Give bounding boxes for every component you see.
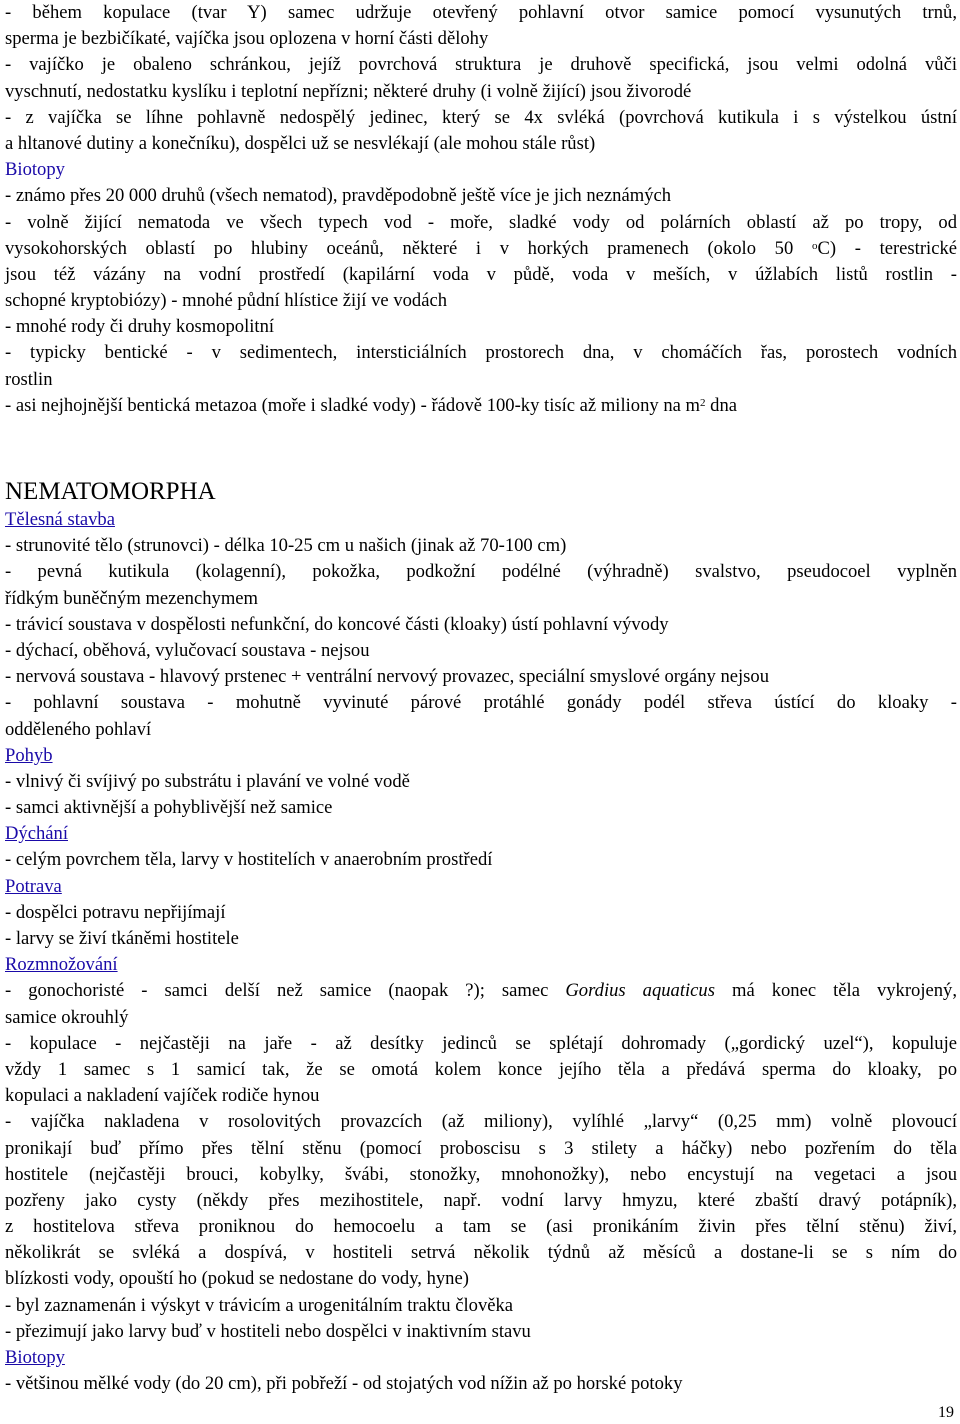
text-line: - strunovité tělo (strunovci) - délka 10-25 cm u našich (jinak až 70-100 cm) — [5, 535, 567, 557]
text-segment: - gonochoristé - samci delší než samice (naopak ?); samec — [5, 980, 566, 1002]
text-segment: vysokohorských oblastí po hlubiny oceánů, některé i v horkých pramenech (okolo 50 — [5, 237, 812, 259]
text-line: - trávicí soustava v dospělosti nefunkční, do koncové části (kloaky) ústí pohlavní vývody — [5, 613, 669, 635]
species-name: Gordius aquaticus — [565, 980, 715, 1002]
section-heading-stavba: Tělesná stavba — [5, 509, 115, 530]
text-line: - dospělci potravu nepřijímají — [5, 901, 226, 923]
text-line: kopulaci a nakladení vajíček rodiče hynou — [5, 1085, 320, 1107]
section-heading-potrava: Potrava — [5, 875, 62, 897]
text-line: - z vajíčka se líhne pohlavně nedospělý jedinec, který se 4x svléká (povrchová kutikula i s výstelkou ústní — [5, 106, 957, 128]
text-line: - vlnivý či svíjivý po substrátu i plavání ve volné vodě — [5, 770, 410, 792]
text-line: řídkým buněčným mezenchymem — [5, 587, 259, 609]
section-heading-rozmnozovani: Rozmnožování — [5, 954, 118, 976]
text-line: a hltanové dutiny a konečníku), dospělci už se nesvlékají (ale mohou stále růst) — [5, 132, 596, 154]
text-line: pozřeny jako cysty (někdy přes mezihostitele, např. vodní larvy hmyzu, které zbaští dravý potápník), — [5, 1189, 957, 1211]
text-line: vždy 1 samec s 1 samicí tak, že se omotá kolem konce jejího těla a předává sperma do kloaky, po — [5, 1058, 957, 1080]
text-line — [5, 978, 957, 1004]
text-line: - larvy se živí tkáněmi hostitele — [5, 928, 239, 949]
text-segment: C) - terestrické — [817, 237, 957, 259]
text-line: odděleného pohlaví — [5, 718, 152, 740]
section-heading-biotopy-2: Biotopy — [5, 1347, 65, 1368]
text-line — [5, 236, 957, 262]
text-line: - pevná kutikula (kolagenní), pokožka, podkožní podélné (výhradně) svalstvo, pseudocoel vyplněn — [5, 561, 957, 583]
text-line: - samci aktivnější a pohyblivější než samice — [5, 797, 333, 819]
text-line: vyschnutí, nedostatku kyslíku i teplotní nepřízni; některé druhy (i volně žijící) jsou živorodé — [5, 80, 692, 102]
text-line: - typicky bentické - v sedimentech, intersticiálních prostorech dna, v chomáčích řas, porostech vodních — [5, 342, 957, 364]
text-line: schopné kryptobiózy) - mnohé půdní hlístice žijí ve vodách — [5, 290, 448, 312]
text-line: - byl zaznamenán i výskyt v trávicím a urogenitálním traktu člověka — [5, 1294, 514, 1316]
page-number: 19 — [938, 1404, 954, 1421]
text-line: jsou též vázány na vodní prostředí (kapilární voda v půdě, voda v meších, v úžlabích listů rostlin - — [5, 263, 957, 285]
text-line: - známo přes 20 000 druhů (všech nematod), pravděpodobně ještě více je jich neznámých — [5, 185, 672, 207]
text-line: - celým povrchem těla, larvy v hostitelích v anaerobním prostředí — [5, 849, 493, 871]
text-line: - vajíčka nakladena v rosolovitých provazcích (až miliony), vylíhlé „larvy“ (0,25 mm) volně plovoucí — [5, 1111, 957, 1133]
text-line: - přezimují jako larvy buď v hostiteli nebo dospělci v inaktivním stavu — [5, 1320, 531, 1342]
section-heading-dychani: Dýchání — [5, 823, 68, 845]
text-line: - mnohé rody či druhy kosmopolitní — [5, 316, 275, 338]
text-line: z hostitelova střeva proniknou do hemocoelu a tam se (asi pronikáním živin přes tělní stěnu) živí, — [5, 1216, 957, 1238]
superscript: 2 — [700, 396, 706, 409]
text-line: - pohlavní soustava - mohutně vyvinuté párové protáhlé gonády podél střeva ústící do kloaky - — [5, 692, 957, 714]
text-line: - dýchací, oběhová, vylučovací soustava - nejsou — [5, 639, 370, 661]
text-segment: má konec těla vykrojený, — [714, 980, 957, 1002]
text-segment: - asi nejhojnější bentická metazoa (moře i sladké vody) - řádově 100-ky tisíc až miliony na m — [5, 394, 700, 416]
text-line — [5, 393, 957, 419]
text-line: - vajíčko je obaleno schránkou, jejíž povrchová struktura je druhově specifická, jsou velmi odolná vůči — [5, 54, 957, 76]
document-page — [5, 0, 957, 1397]
text-segment: dna — [705, 394, 737, 416]
text-line: blízkosti vody, opouští ho (pokud se nedostane do vody, hyne) — [5, 1268, 469, 1290]
superscript: o — [811, 239, 818, 252]
text-line: - během kopulace (tvar Y) samec udržuje otevřený pohlavní otvor samice pomocí vysunutých trnů, — [5, 2, 957, 23]
text-line: - kopulace - nejčastěji na jaře - až desítky jedinců se splétají dohromady („gordický uzel“), kopuluje — [5, 1032, 957, 1054]
text-line: - většinou mělké vody (do 20 cm), při pobřeží - od stojatých vod nížin až po horské potoky — [5, 1373, 683, 1395]
text-line: - volně žijící nematoda ve všech typech vod - moře, sladké vody od polárních oblastí až po tropy, od — [5, 211, 957, 233]
text-line: sperma je bezbičíkaté, vajíčka jsou oplozena v horní části dělohy — [5, 28, 489, 50]
text-line: - nervová soustava - hlavový prstenec + ventrální nervový provazec, speciální smyslové orgány nejsou — [5, 666, 769, 688]
text-line: samice okrouhlý — [5, 1006, 129, 1028]
section-heading-biotopy: Biotopy — [5, 159, 65, 181]
chapter-title: NEMATOMORPHA — [5, 478, 216, 505]
text-line: rostlin — [5, 368, 53, 390]
text-line: pronikají buď přímo přes tělní stěnu (pomocí proboscisu s 3 stilety a háčky) nebo pozřením do těla — [5, 1137, 957, 1159]
text-line: několikrát se svléká a dospívá, v hostiteli setrvá několik týdnů až měsíců a dostane-li se s ním do — [5, 1242, 957, 1264]
section-heading-pohyb: Pohyb — [5, 744, 53, 766]
text-line: hostitele (nejčastěji brouci, kobylky, švábi, stonožky, mnohonožky), nebo encystují na vegetaci a jsou — [5, 1163, 957, 1185]
